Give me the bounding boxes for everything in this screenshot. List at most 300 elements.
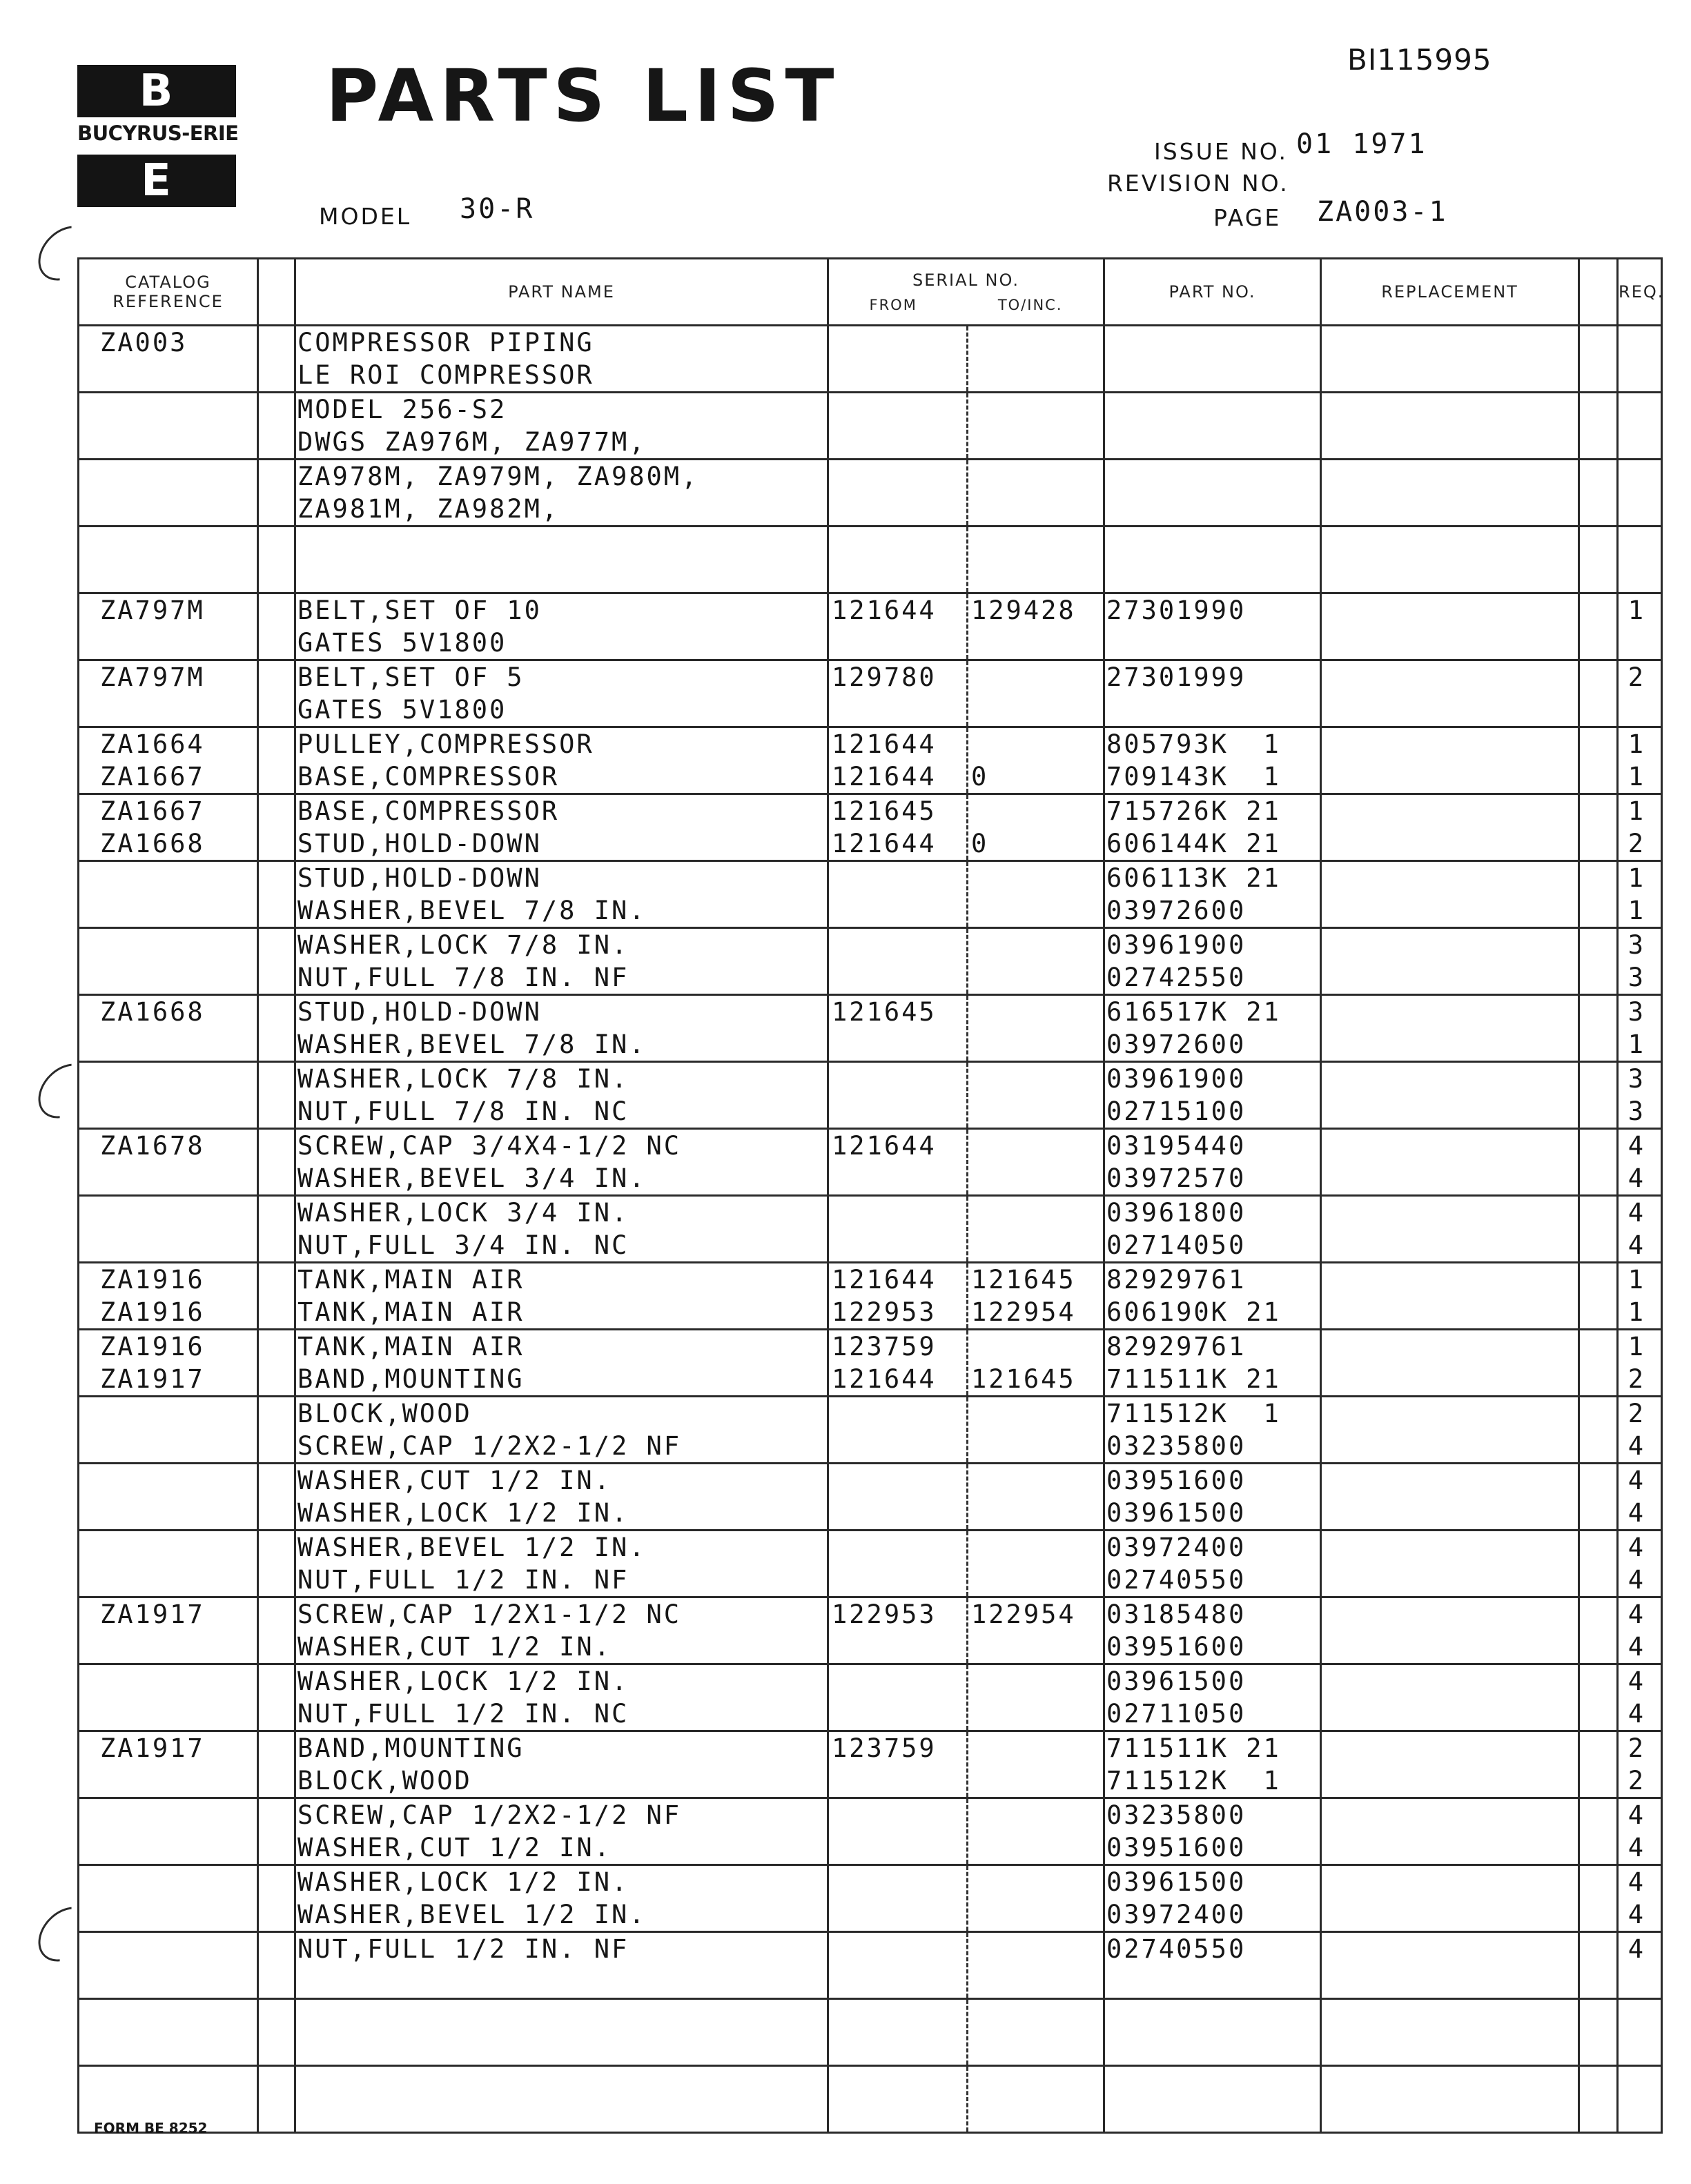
issue-value: 01 1971	[1296, 128, 1427, 160]
serial-from-cell	[828, 1932, 968, 1999]
spacer-cell	[258, 1731, 295, 1798]
catalog-reference-cell	[79, 1798, 258, 1865]
part-no-line: 03185480	[1106, 1600, 1247, 1629]
part-no-line: 82929761	[1106, 1332, 1247, 1361]
serial-to-cell	[968, 1129, 1104, 1196]
part-no-cell	[1104, 1196, 1321, 1263]
req-line: 1	[1628, 1030, 1646, 1059]
spacer-cell	[258, 727, 295, 794]
part-no-cell	[1104, 326, 1321, 393]
table-row	[79, 1798, 1662, 1865]
req-line: 4	[1628, 1466, 1646, 1495]
req-cell	[1618, 660, 1662, 727]
serial-from-cell	[828, 460, 968, 527]
table-row	[79, 460, 1662, 527]
req-cell	[1618, 1397, 1662, 1464]
catalog-header-line-2: REFERENCE	[113, 292, 224, 311]
serial-to-cell	[968, 1062, 1104, 1129]
page-title: PARTS LIST	[326, 54, 841, 138]
part-no-line	[1105, 527, 1320, 560]
req-line: 2	[1628, 1766, 1646, 1796]
replacement-cell	[1321, 1397, 1579, 1464]
part-name-line: SCREW,CAP 1/2X2-1/2 NF	[297, 1431, 682, 1461]
serial-to-line	[968, 1497, 1103, 1529]
part-name-line: BASE,COMPRESSOR	[297, 762, 560, 791]
part-no-line: 616517K 21	[1106, 997, 1281, 1027]
serial-to-cell	[968, 1531, 1104, 1597]
spacer-cell	[258, 1798, 295, 1865]
req-line: 1	[1628, 729, 1646, 759]
part-name-line	[296, 1965, 827, 1998]
part-name-cell	[295, 727, 828, 794]
serial-to-line	[968, 1831, 1103, 1864]
catalog-reference-line	[79, 1866, 257, 1898]
spacer-cell-2	[1579, 928, 1618, 995]
catalog-reference-line	[79, 1229, 257, 1261]
from-header: FROM	[869, 297, 917, 313]
part-name-line: MODEL 256-S2	[297, 395, 507, 424]
req-line: 4	[1628, 1533, 1646, 1562]
req-cell	[1618, 2066, 1662, 2133]
replacement-cell	[1321, 794, 1579, 861]
serial-to-line	[968, 1564, 1103, 1596]
part-name-cell	[295, 1531, 828, 1597]
part-name-line: STUD,HOLD-DOWN	[297, 863, 542, 893]
spacer-cell-2	[1579, 527, 1618, 593]
catalog-reference-line	[79, 1831, 257, 1864]
part-name-line: WASHER,LOCK 7/8 IN.	[297, 930, 629, 960]
req-line: 3	[1628, 1064, 1646, 1094]
catalog-reference-cell	[79, 1464, 258, 1531]
part-name-cell	[295, 1330, 828, 1397]
serial-from-line	[829, 493, 966, 525]
serial-from-cell	[828, 393, 968, 460]
req-cell	[1618, 593, 1662, 660]
part-no-line: 606144K 21	[1106, 829, 1281, 858]
part-no-line	[1105, 1965, 1320, 1998]
part-no-line: 02715100	[1106, 1096, 1247, 1126]
serial-to-line	[968, 661, 1103, 693]
serial-from-line: 123759	[832, 1733, 937, 1763]
serial-from-line	[829, 1197, 966, 1229]
serial-to-cell	[968, 660, 1104, 727]
catalog-reference-line	[79, 493, 257, 525]
catalog-reference-cell	[79, 995, 258, 1062]
issue-label: ISSUE NO.	[1154, 138, 1288, 165]
part-name-cell	[295, 1464, 828, 1531]
req-line: 4	[1628, 1900, 1646, 1929]
serial-to-cell	[968, 1263, 1104, 1330]
part-no-line: 02740550	[1106, 1934, 1247, 1964]
catalog-reference-cell	[79, 393, 258, 460]
part-name-line	[296, 2000, 827, 2032]
part-no-cell	[1104, 660, 1321, 727]
part-no-line: 03961500	[1106, 1498, 1247, 1528]
part-no-line: 715726K 21	[1106, 796, 1281, 826]
logo-letter-b: B	[139, 66, 175, 117]
serial-to-cell	[968, 1664, 1104, 1731]
part-name-line: NUT,FULL 3/4 IN. NC	[297, 1230, 629, 1260]
part-no-line: 03972400	[1106, 1533, 1247, 1562]
req-line	[1619, 2000, 1661, 2032]
serial-from-line: 121645	[832, 796, 937, 826]
serial-from-line: 121644	[832, 1364, 937, 1394]
serial-to-cell	[968, 393, 1104, 460]
serial-from-line: 121644	[832, 596, 937, 625]
catalog-reference-cell	[79, 527, 258, 593]
req-line: 1	[1628, 796, 1646, 826]
serial-from-line	[829, 693, 966, 726]
part-name-cell	[295, 1196, 828, 1263]
spacer-cell-2	[1579, 593, 1618, 660]
serial-from-line	[829, 862, 966, 894]
spacer-cell	[258, 995, 295, 1062]
serial-from-cell	[828, 861, 968, 928]
spacer-cell	[258, 393, 295, 460]
table-row	[79, 1597, 1662, 1664]
req-line: 4	[1628, 1833, 1646, 1862]
spacer-cell-2	[1579, 393, 1618, 460]
req-line: 4	[1628, 1699, 1646, 1729]
part-name-line: ZA981M, ZA982M,	[297, 494, 560, 524]
serial-from-line	[829, 627, 966, 659]
serial-from-cell	[828, 1464, 968, 1531]
serial-from-line	[829, 2067, 966, 2099]
catalog-reference-line: ZA1917	[100, 1364, 205, 1394]
part-no-cell	[1104, 593, 1321, 660]
req-line	[1619, 460, 1661, 493]
serial-to-cell	[968, 928, 1104, 995]
part-name-header: PART NAME	[295, 259, 828, 326]
req-cell	[1618, 1196, 1662, 1263]
catalog-reference-line: ZA1668	[100, 829, 205, 858]
serial-from-cell	[828, 1999, 968, 2066]
catalog-reference-cell	[79, 326, 258, 393]
part-name-cell	[295, 460, 828, 527]
part-no-line: 03972570	[1106, 1163, 1247, 1193]
part-no-line: 805793K 1	[1106, 729, 1281, 759]
part-name-cell	[295, 1932, 828, 1999]
catalog-reference-line: ZA1916	[100, 1297, 205, 1327]
revision-label: REVISION NO.	[1107, 170, 1289, 197]
serial-from-line	[829, 359, 966, 391]
spacer-cell-2	[1579, 794, 1618, 861]
catalog-reference-cell	[79, 1865, 258, 1932]
part-name-line: WASHER,LOCK 1/2 IN.	[297, 1498, 629, 1528]
serial-from-line	[829, 326, 966, 359]
part-no-line: 03951600	[1106, 1632, 1247, 1662]
spacer-cell	[258, 2066, 295, 2133]
serial-to-line	[968, 795, 1103, 827]
part-name-cell	[295, 1999, 828, 2066]
req-cell	[1618, 1330, 1662, 1397]
part-name-cell	[295, 2066, 828, 2133]
form-number: FORM BE 8252	[94, 2120, 208, 2136]
part-name-cell	[295, 393, 828, 460]
spacer-cell-2	[1579, 1932, 1618, 1999]
req-line	[1619, 2099, 1661, 2132]
part-name-line: BAND,MOUNTING	[297, 1364, 525, 1394]
serial-from-line: 129780	[832, 662, 937, 692]
catalog-reference-line: ZA1667	[100, 762, 205, 791]
part-name-cell	[295, 1798, 828, 1865]
part-no-cell	[1104, 928, 1321, 995]
serial-to-line	[968, 326, 1103, 359]
spacer-cell-2	[1579, 326, 1618, 393]
serial-from-cell	[828, 1196, 968, 1263]
table-row	[79, 928, 1662, 995]
part-no-line	[1105, 426, 1320, 458]
req-line: 2	[1628, 662, 1646, 692]
spacer-cell-2	[1579, 1597, 1618, 1664]
part-name-cell	[295, 861, 828, 928]
replacement-cell	[1321, 1330, 1579, 1397]
part-name-cell	[295, 1597, 828, 1664]
serial-from-cell	[828, 2066, 968, 2133]
table-row	[79, 1865, 1662, 1932]
part-name-line: NUT,FULL 7/8 IN. NF	[297, 963, 629, 992]
replacement-cell	[1321, 1531, 1579, 1597]
serial-from-line	[829, 2099, 966, 2132]
table-row	[79, 2066, 1662, 2133]
parts-table	[77, 257, 1663, 2134]
spacer-cell-2	[1579, 1999, 1618, 2066]
serial-from-line	[829, 1564, 966, 1596]
serial-to-line	[968, 961, 1103, 994]
part-name-line: LE ROI COMPRESSOR	[297, 360, 594, 390]
catalog-reference-line	[79, 460, 257, 493]
serial-to-line	[968, 1197, 1103, 1229]
part-no-cell	[1104, 1597, 1321, 1664]
serial-to-line	[968, 493, 1103, 525]
spacer-cell	[258, 861, 295, 928]
part-name-cell	[295, 995, 828, 1062]
part-no-cell	[1104, 1464, 1321, 1531]
replacement-header: REPLACEMENT	[1321, 259, 1579, 326]
table-row	[79, 527, 1662, 593]
spacer-header	[258, 259, 295, 326]
part-no-line: 27301990	[1106, 596, 1247, 625]
req-line	[1619, 493, 1661, 525]
replacement-cell	[1321, 393, 1579, 460]
part-no-line: 03951600	[1106, 1833, 1247, 1862]
part-no-line	[1105, 460, 1320, 493]
catalog-reference-cell	[79, 1263, 258, 1330]
part-no-cell	[1104, 861, 1321, 928]
serial-to-line: 0	[971, 762, 989, 791]
serial-to-line	[968, 1898, 1103, 1931]
serial-to-line	[968, 929, 1103, 961]
req-cell	[1618, 1932, 1662, 1999]
req-line: 1	[1628, 1265, 1646, 1295]
catalog-reference-line	[79, 693, 257, 726]
req-cell	[1618, 995, 1662, 1062]
model-value: 30-R	[460, 193, 535, 225]
serial-to-line: 122954	[971, 1600, 1076, 1629]
req-cell	[1618, 1062, 1662, 1129]
serial-to-line	[968, 1430, 1103, 1462]
serial-to-cell	[968, 1464, 1104, 1531]
part-name-line	[296, 527, 827, 560]
part-no-line: 27301999	[1106, 662, 1247, 692]
part-no-line: 03961800	[1106, 1198, 1247, 1228]
part-no-cell	[1104, 1397, 1321, 1464]
req-line: 4	[1628, 1163, 1646, 1193]
serial-to-line	[968, 1162, 1103, 1194]
part-name-line: SCREW,CAP 3/4X4-1/2 NC	[297, 1131, 682, 1161]
req-line: 3	[1628, 930, 1646, 960]
part-name-line: GATES 5V1800	[297, 628, 507, 658]
replacement-cell	[1321, 995, 1579, 1062]
catalog-reference-cell	[79, 861, 258, 928]
req-cell	[1618, 1798, 1662, 1865]
part-no-cell	[1104, 1999, 1321, 2066]
to-inc-header: TO/INC.	[997, 297, 1063, 313]
part-name-line: WASHER,CUT 1/2 IN.	[297, 1833, 612, 1862]
spacer-cell-2	[1579, 1263, 1618, 1330]
table-header-row	[79, 259, 1662, 326]
req-cell	[1618, 1531, 1662, 1597]
req-line: 1	[1628, 896, 1646, 925]
catalog-reference-cell	[79, 1932, 258, 1999]
catalog-reference-line	[79, 2000, 257, 2032]
spacer-cell	[258, 1932, 295, 1999]
serial-from-line	[829, 460, 966, 493]
serial-from-line	[829, 1229, 966, 1261]
part-no-line	[1105, 627, 1320, 659]
spacer-header-2	[1579, 259, 1618, 326]
req-cell	[1618, 1731, 1662, 1798]
table-row	[79, 1531, 1662, 1597]
part-name-line: WASHER,LOCK 1/2 IN.	[297, 1867, 629, 1897]
part-no-cell	[1104, 1531, 1321, 1597]
serial-from-line	[829, 560, 966, 592]
spacer-cell-2	[1579, 1062, 1618, 1129]
spacer-cell	[258, 1464, 295, 1531]
part-no-line: 03972600	[1106, 1030, 1247, 1059]
catalog-reference-cell	[79, 928, 258, 995]
serial-from-line	[829, 1665, 966, 1698]
part-no-line: 03951600	[1106, 1466, 1247, 1495]
serial-to-cell	[968, 861, 1104, 928]
catalog-reference-cell	[79, 1330, 258, 1397]
req-line: 2	[1628, 1399, 1646, 1428]
part-no-cell	[1104, 527, 1321, 593]
part-name-line: NUT,FULL 1/2 IN. NC	[297, 1699, 629, 1729]
catalog-reference-line	[79, 1665, 257, 1698]
replacement-cell	[1321, 1062, 1579, 1129]
serial-to-cell	[968, 995, 1104, 1062]
req-cell	[1618, 794, 1662, 861]
document-number: BI115995	[1347, 43, 1492, 77]
req-line	[1619, 2067, 1661, 2099]
replacement-cell	[1321, 527, 1579, 593]
table-row	[79, 1330, 1662, 1397]
serial-to-line	[968, 426, 1103, 458]
serial-to-line	[968, 1866, 1103, 1898]
serial-to-line: 0	[971, 829, 989, 858]
part-no-cell	[1104, 460, 1321, 527]
part-no-cell	[1104, 1865, 1321, 1932]
page-value: ZA003-1	[1317, 196, 1448, 228]
req-line: 3	[1628, 1096, 1646, 1126]
part-no-cell	[1104, 1263, 1321, 1330]
serial-from-line	[829, 1831, 966, 1864]
req-line: 4	[1628, 1230, 1646, 1260]
catalog-reference-line: ZA1678	[100, 1131, 205, 1161]
spacer-cell-2	[1579, 460, 1618, 527]
spacer-cell	[258, 928, 295, 995]
serial-from-line: 122953	[832, 1600, 937, 1629]
req-line: 2	[1628, 1364, 1646, 1394]
spacer-cell-2	[1579, 660, 1618, 727]
serial-to-line	[968, 2099, 1103, 2132]
part-name-line: PULLEY,COMPRESSOR	[297, 729, 594, 759]
catalog-reference-line	[79, 1764, 257, 1797]
spacer-cell	[258, 1597, 295, 1664]
catalog-reference-line	[79, 1430, 257, 1462]
part-name-line: SCREW,CAP 1/2X2-1/2 NF	[297, 1800, 682, 1830]
part-no-line: 02714050	[1106, 1230, 1247, 1260]
spacer-cell	[258, 1263, 295, 1330]
serial-from-line: 121644	[832, 762, 937, 791]
serial-from-line	[829, 1497, 966, 1529]
part-name-line: WASHER,BEVEL 7/8 IN.	[297, 896, 647, 925]
serial-to-line	[968, 1732, 1103, 1764]
serial-to-line	[968, 2067, 1103, 2099]
catalog-reference-line	[79, 1162, 257, 1194]
table-row	[79, 1932, 1662, 1999]
serial-to-line	[968, 693, 1103, 726]
part-name-line: NUT,FULL 1/2 IN. NF	[297, 1934, 629, 1964]
catalog-reference-cell	[79, 1531, 258, 1597]
req-line	[1619, 560, 1661, 592]
catalog-reference-line	[79, 1898, 257, 1931]
spacer-cell	[258, 1062, 295, 1129]
part-no-line: 82929761	[1106, 1265, 1247, 1295]
serial-from-cell	[828, 593, 968, 660]
model-label: MODEL	[319, 203, 412, 230]
table-row	[79, 1263, 1662, 1330]
table-row	[79, 660, 1662, 727]
replacement-cell	[1321, 660, 1579, 727]
part-no-line: 02742550	[1106, 963, 1247, 992]
serial-to-cell	[968, 460, 1104, 527]
serial-to-cell	[968, 527, 1104, 593]
spacer-cell	[258, 527, 295, 593]
table-row	[79, 995, 1662, 1062]
part-name-cell	[295, 1664, 828, 1731]
req-cell	[1618, 1999, 1662, 2066]
catalog-reference-line: ZA1917	[100, 1733, 205, 1763]
spacer-cell-2	[1579, 861, 1618, 928]
part-no-line: 03961900	[1106, 930, 1247, 960]
catalog-reference-line: ZA1916	[100, 1332, 205, 1361]
table-row	[79, 727, 1662, 794]
serial-from-line	[829, 426, 966, 458]
table-row	[79, 794, 1662, 861]
catalog-reference-line: ZA797M	[100, 596, 205, 625]
spacer-cell-2	[1579, 1731, 1618, 1798]
catalog-reference-line	[79, 1631, 257, 1663]
part-name-line: DWGS ZA976M, ZA977M,	[297, 427, 647, 457]
serial-to-cell	[968, 593, 1104, 660]
catalog-reference-line	[79, 426, 257, 458]
catalog-reference-cell	[79, 1999, 258, 2066]
serial-to-cell	[968, 1798, 1104, 1865]
part-no-line: 03235800	[1106, 1431, 1247, 1461]
serial-from-line	[829, 1965, 966, 1998]
